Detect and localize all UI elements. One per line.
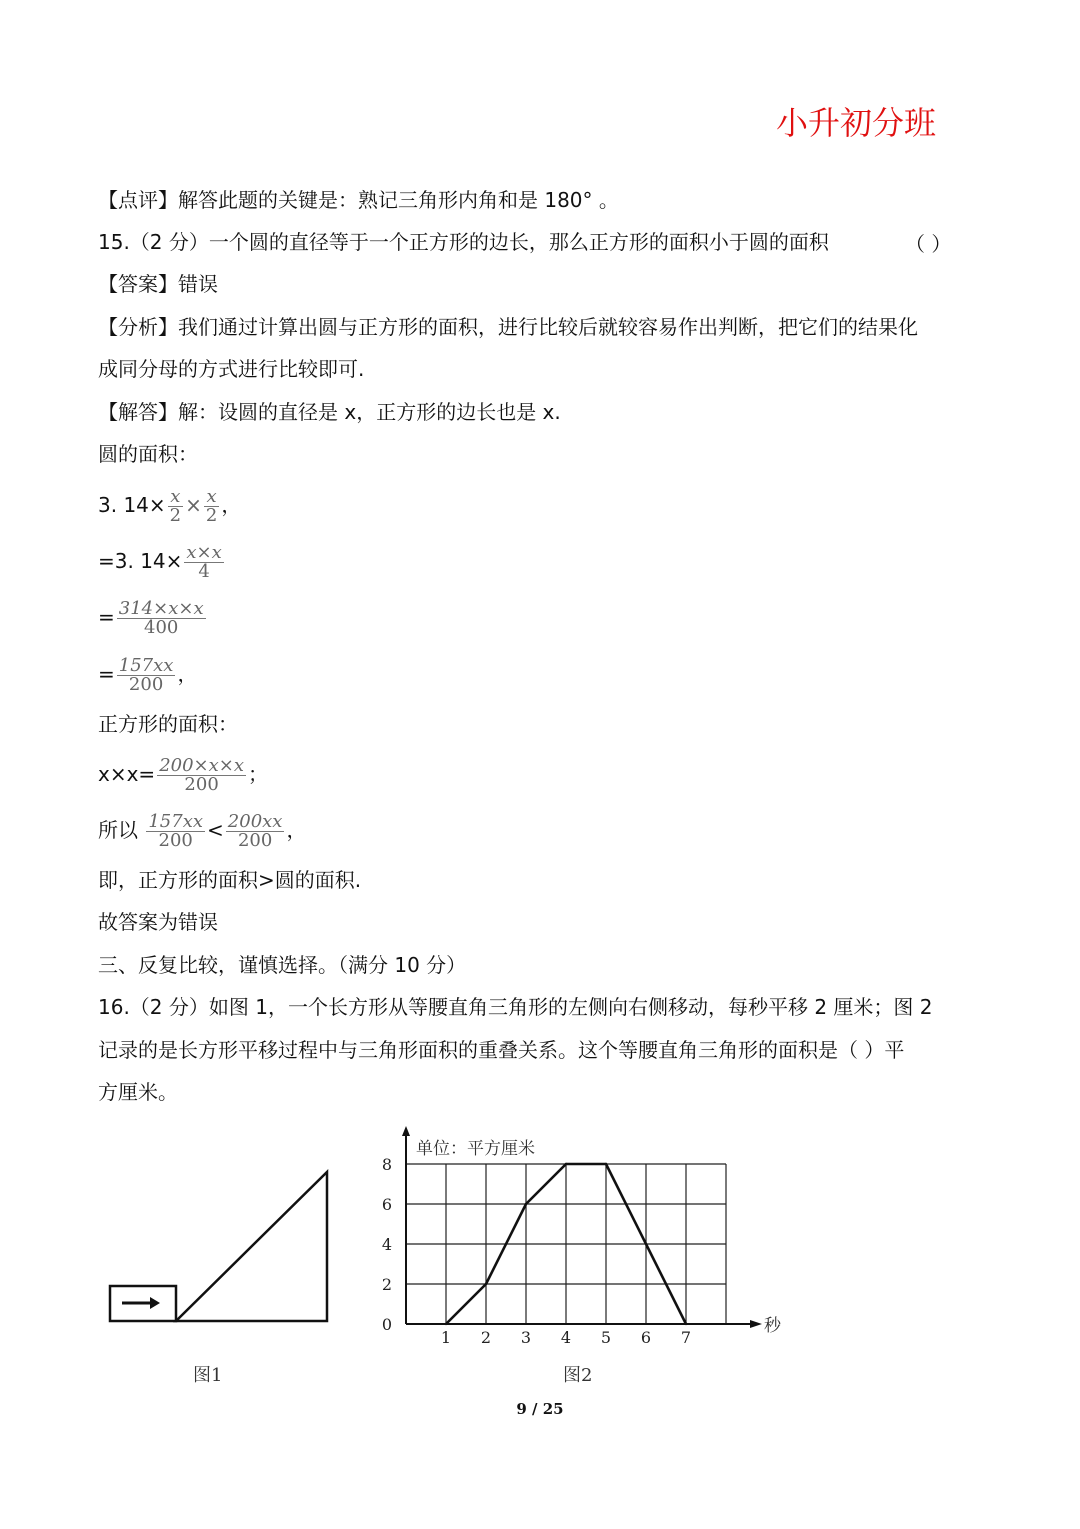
fraction-1: $\frac{x}{2}$ (169, 486, 182, 526)
y-axis-arrow-icon (402, 1126, 410, 1136)
figure-1-caption: 图1 (193, 1365, 223, 1386)
right-arrow-icon (150, 1297, 160, 1309)
data-point (485, 1283, 487, 1285)
fraction-2: $\frac{x}{2}$ (205, 486, 218, 526)
x-tick-label: 6 (640, 1328, 652, 1347)
chart-x-label: 秒 (764, 1316, 781, 1336)
x-tick-label: 5 (600, 1328, 612, 1347)
fraction-8: $\frac{200xx}{200}$ (227, 811, 283, 851)
y-tick-label: 0 (381, 1315, 392, 1334)
figure-2-caption: 图2 (563, 1365, 593, 1386)
review-line: 【点评】解答此题的关键是：熟记三角形内角和是 180° 。 (98, 188, 619, 212)
equation-3: = $\frac{314\times x\times x}{400}$ (98, 598, 204, 638)
x-tick-label: 1 (440, 1328, 452, 1347)
comparison-line: 所以 $\frac{157xx}{200}$ < $\frac{200xx}{200}$ ， (98, 811, 307, 851)
x-tick-label: 2 (480, 1328, 492, 1347)
equation-2: =3. 14× $\frac{x\times x}{4}$ (98, 542, 222, 582)
data-point (605, 1163, 607, 1165)
page-header: 小升初分班 (776, 104, 937, 142)
x-tick-label: 4 (560, 1328, 572, 1347)
chart-grid (406, 1164, 726, 1324)
chart-ticks (382, 1155, 691, 1347)
eq1-prefix: 3. 14× (98, 493, 166, 517)
circle-area-label: 圆的面积： (98, 442, 198, 466)
figure-1 (100, 1160, 340, 1335)
question-16-line-3: 方厘米。 (98, 1080, 178, 1104)
question-16-line-1: 16.（2 分）如图 1，一个长方形从等腰直角三角形的左侧向右侧移动，每秒平移 2 厘米；图 2 (98, 995, 933, 1019)
chart-title: 单位：平方厘米 (416, 1139, 535, 1159)
x-tick-label: 3 (520, 1328, 532, 1347)
solution-line: 【解答】解：设圆的直径是 x，正方形的边长也是 x. (98, 400, 561, 424)
answer-line: 【答案】错误 (98, 272, 218, 296)
data-point (445, 1323, 447, 1325)
y-tick-label: 8 (381, 1155, 392, 1174)
x-axis-arrow-icon (750, 1320, 762, 1328)
figure-2-chart (380, 1120, 800, 1350)
fraction-4: $\frac{314\times x\times x}{400}$ (118, 598, 204, 638)
y-tick-label: 4 (381, 1235, 392, 1254)
equation-4: = $\frac{157xx}{200}$ ， (98, 655, 198, 695)
equation-1: 3. 14× $\frac{x}{2}$ × $\frac{x}{2}$ ， (98, 486, 242, 526)
fraction-3: $\frac{x\times x}{4}$ (186, 542, 222, 582)
square-area-label: 正方形的面积： (98, 712, 238, 736)
analysis-line-1: 【分析】我们通过计算出圆与正方形的面积，进行比较后就较容易作出判断，把它们的结果化 (98, 315, 918, 339)
fraction-7: $\frac{157xx}{200}$ (148, 811, 204, 851)
analysis-line-2: 成同分母的方式进行比较即可. (98, 357, 365, 381)
y-tick-label: 6 (381, 1195, 392, 1214)
data-point (565, 1163, 567, 1165)
page-number: 9 / 25 (516, 1400, 564, 1418)
y-tick-label: 2 (381, 1275, 392, 1294)
question-15: 15.（2 分）一个圆的直径等于一个正方形的边长，那么正方形的面积小于圆的面积 (98, 230, 829, 254)
data-point (525, 1203, 527, 1205)
question-16-line-2: 记录的是长方形平移过程中与三角形面积的重叠关系。这个等腰直角三角形的面积是（ ）平 (98, 1038, 905, 1062)
conclusion-line: 即，正方形的面积>圆的面积. (98, 868, 362, 892)
final-answer-line: 故答案为错误 (98, 910, 218, 934)
equation-5: x×x= $\frac{200\times x\times x}{200}$ ； (98, 755, 269, 795)
isosceles-right-triangle (176, 1172, 327, 1321)
fraction-6: $\frac{200\times x\times x}{200}$ (159, 755, 245, 795)
fraction-5: $\frac{157xx}{200}$ (118, 655, 174, 695)
data-point (645, 1243, 647, 1245)
data-point (685, 1323, 687, 1325)
section-3-heading: 三、反复比较，谨慎选择。（满分 10 分） (98, 953, 467, 977)
answer-blank: （ ） (905, 232, 952, 256)
x-tick-label: 7 (680, 1328, 692, 1347)
